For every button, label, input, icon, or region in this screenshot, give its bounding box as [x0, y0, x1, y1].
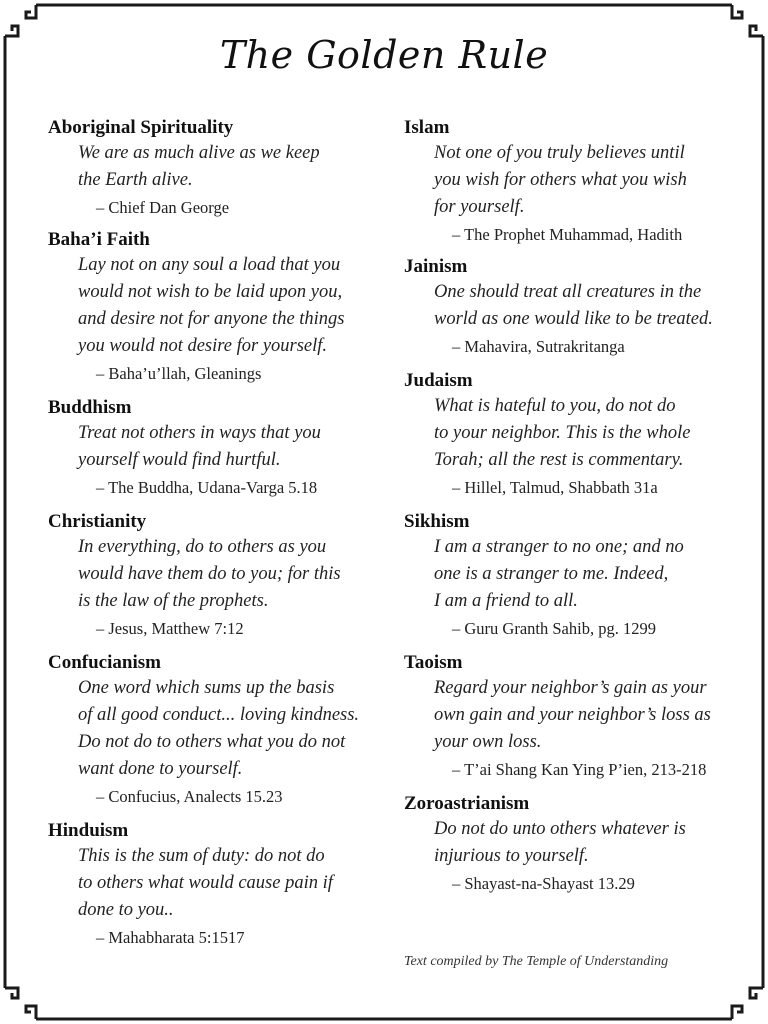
- entry-aboriginal-spirituality: [48, 116, 388, 222]
- quote-source: – Mahavira, Sutrakritanga: [452, 337, 625, 356]
- quote-line: We are as much alive as we keep: [78, 143, 320, 163]
- page-title: The Golden Rule: [219, 33, 549, 77]
- quote-source: – Guru Granth Sahib, pg. 1299: [452, 619, 656, 638]
- quote-line: Torah; all the rest is commentary.: [434, 450, 684, 470]
- quote-line: Treat not others in ways that you: [78, 423, 321, 443]
- quote-line: for yourself.: [434, 197, 525, 217]
- religion-name: Zoroastrianism: [404, 793, 530, 814]
- religion-name: Hinduism: [48, 820, 129, 841]
- quote-line: the Earth alive.: [78, 170, 193, 190]
- quote-source: – The Prophet Muhammad, Hadith: [452, 225, 683, 244]
- quote-line: What is hateful to you, do not do: [434, 396, 676, 416]
- quote-line: you would not desire for yourself.: [78, 336, 328, 356]
- entry-jainism: [404, 255, 744, 361]
- quote-line: Not one of you truly believes until: [434, 143, 685, 163]
- quote-line: injurious to yourself.: [434, 846, 589, 866]
- quote-source: – Baha’u’llah, Gleanings: [96, 364, 262, 383]
- religion-name: Jainism: [404, 256, 468, 277]
- left-column: [48, 116, 388, 952]
- quote-line: world as one would like to be treated.: [434, 309, 713, 329]
- quote-source: – Jesus, Matthew 7:12: [96, 619, 244, 638]
- credit-footer: Text compiled by The Temple of Understanding: [404, 954, 669, 969]
- entry-bahai-faith: [48, 228, 388, 388]
- entry-islam: [404, 116, 744, 249]
- entry-buddhism: [48, 396, 388, 502]
- quote-source: – Chief Dan George: [96, 198, 230, 217]
- quote-line: one is a stranger to me. Indeed,: [434, 564, 669, 584]
- quote-line: One word which sums up the basis: [78, 678, 335, 698]
- entry-sikhism: [404, 510, 744, 643]
- quote-line: This is the sum of duty: do not do: [78, 846, 325, 866]
- right-column: [404, 116, 744, 898]
- quote-line: One should treat all creatures in the: [434, 282, 702, 302]
- quote-source: – Hillel, Talmud, Shabbath 31a: [452, 478, 658, 497]
- religion-name: Sikhism: [404, 511, 470, 532]
- quote-source: – The Buddha, Udana-Varga 5.18: [96, 478, 318, 497]
- religion-name: Buddhism: [48, 397, 132, 418]
- religion-name: Aboriginal Spirituality: [48, 117, 234, 138]
- quote-line: Do not do unto others whatever is: [434, 819, 686, 839]
- quote-line: own gain and your neighbor’s loss as: [434, 705, 711, 725]
- entry-zoroastrianism: [404, 792, 744, 898]
- quote-line: Regard your neighbor’s gain as your: [434, 678, 707, 698]
- quote-line: your own loss.: [434, 732, 542, 752]
- quote-line: and desire not for anyone the things: [78, 309, 345, 329]
- quote-line: In everything, do to others as you: [78, 537, 327, 557]
- quote-line: to others what would cause pain if: [78, 873, 333, 893]
- quote-line: to your neighbor. This is the whole: [434, 423, 691, 443]
- quote-line: want done to yourself.: [78, 759, 243, 779]
- entry-judaism: [404, 369, 744, 502]
- quote-line: of all good conduct... loving kindness.: [78, 705, 360, 725]
- quote-line: would not wish to be laid upon you,: [78, 282, 343, 302]
- quote-line: done to you..: [78, 900, 174, 920]
- entry-hinduism: [48, 819, 388, 952]
- quote-source: – Confucius, Analects 15.23: [96, 787, 283, 806]
- entry-christianity: [48, 510, 388, 643]
- quote-source: – Mahabharata 5:1517: [96, 928, 245, 947]
- religion-name: Taoism: [404, 652, 463, 673]
- quote-line: I am a friend to all.: [434, 591, 578, 611]
- religion-name: Islam: [404, 117, 450, 138]
- quote-source: – T’ai Shang Kan Ying P’ien, 213-218: [452, 760, 707, 779]
- religion-name: Judaism: [404, 370, 473, 391]
- quote-line: you wish for others what you wish: [434, 170, 687, 190]
- quote-line: Lay not on any soul a load that you: [78, 255, 341, 275]
- quote-line: yourself would find hurtful.: [78, 450, 281, 470]
- quote-line: would have them do to you; for this: [78, 564, 341, 584]
- entry-taoism: [404, 651, 744, 784]
- quote-line: is the law of the prophets.: [78, 591, 269, 611]
- quote-source: – Shayast-na-Shayast 13.29: [452, 874, 635, 893]
- religion-name: Confucianism: [48, 652, 161, 673]
- religion-name: Christianity: [48, 511, 147, 532]
- quote-line: I am a stranger to no one; and no: [434, 537, 684, 557]
- entry-confucianism: [48, 651, 388, 811]
- quote-line: Do not do to others what you do not: [78, 732, 346, 752]
- religion-name: Baha’i Faith: [48, 229, 150, 250]
